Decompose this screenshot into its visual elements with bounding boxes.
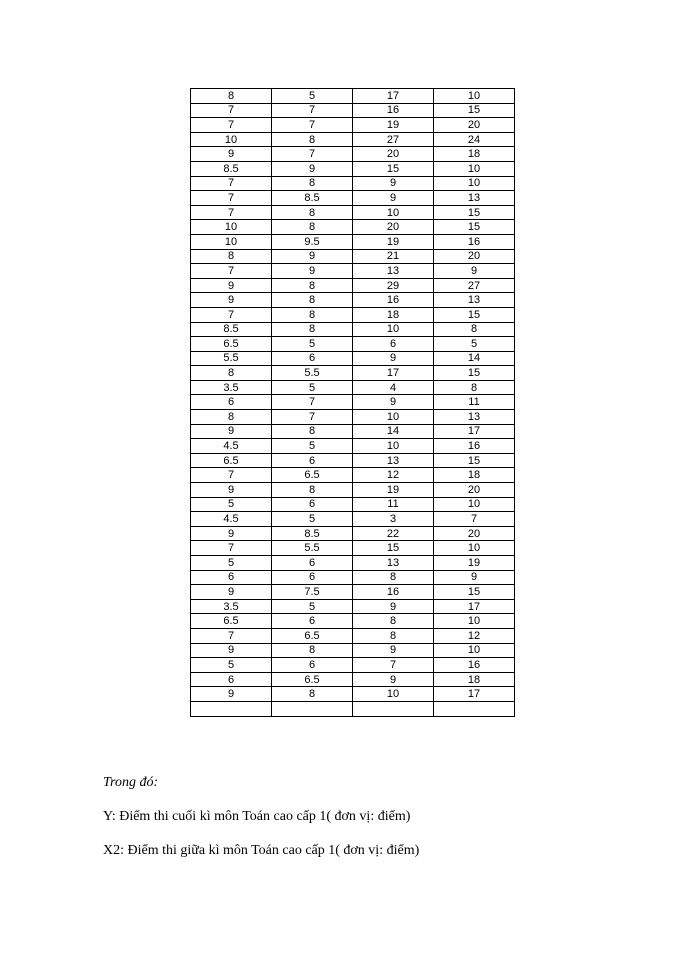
table-cell: 10: [191, 220, 272, 235]
table-cell: 8.5: [272, 526, 353, 541]
table-row: [191, 643, 515, 658]
table-cell: 7: [191, 468, 272, 483]
table-cell: 9: [353, 599, 434, 614]
table-cell: 9.5: [272, 234, 353, 249]
table-cell: [353, 701, 434, 716]
table-cell: 8: [434, 380, 515, 395]
table-cell: 7: [191, 541, 272, 556]
table-cell: 13: [434, 293, 515, 308]
table-cell: 6: [191, 395, 272, 410]
table-cell: 15: [434, 103, 515, 118]
table-cell: 10: [434, 643, 515, 658]
table-cell: 17: [353, 89, 434, 104]
table-cell: 7: [272, 395, 353, 410]
table-cell: 16: [353, 103, 434, 118]
definition-y: Y: Điểm thi cuối kì môn Toán cao cấp 1( đơn vị: điểm): [103, 809, 411, 824]
table-cell: 9: [434, 570, 515, 585]
table-row: [191, 526, 515, 541]
table-row: [191, 322, 515, 337]
table-row: [191, 497, 515, 512]
table-cell: 15: [434, 453, 515, 468]
table-row: [191, 628, 515, 643]
table-cell: 8.5: [191, 161, 272, 176]
score-data-table: [190, 88, 515, 717]
table-cell: 4: [353, 380, 434, 395]
table-cell: 8: [434, 322, 515, 337]
table-cell: 9: [272, 249, 353, 264]
table-cell: 8: [272, 643, 353, 658]
table-row: [191, 556, 515, 571]
table-cell: 16: [434, 658, 515, 673]
table-cell: 3: [353, 512, 434, 527]
table-row: [191, 366, 515, 381]
table-cell: 7: [272, 103, 353, 118]
table-cell: 5: [272, 380, 353, 395]
table-cell: 5.5: [191, 351, 272, 366]
table-cell: 9: [191, 424, 272, 439]
table-cell: 18: [434, 147, 515, 162]
table-cell: 9: [353, 191, 434, 206]
table-cell: 18: [434, 672, 515, 687]
table-cell: 24: [434, 132, 515, 147]
table-cell: 7: [434, 512, 515, 527]
table-cell: 9: [353, 351, 434, 366]
table-cell: 8: [272, 132, 353, 147]
table-cell: 8: [272, 322, 353, 337]
table-cell: 10: [434, 614, 515, 629]
table-cell: 6: [272, 614, 353, 629]
table-row: [191, 264, 515, 279]
table-cell: 6: [272, 570, 353, 585]
table-cell: 9: [191, 293, 272, 308]
table-cell: 9: [191, 643, 272, 658]
table-cell: 9: [353, 672, 434, 687]
table-row: [191, 249, 515, 264]
table-row: [191, 424, 515, 439]
table-cell: 13: [353, 453, 434, 468]
table-cell: 7: [272, 118, 353, 133]
table-cell: 6: [272, 351, 353, 366]
table-cell: 19: [434, 556, 515, 571]
table-cell: 9: [191, 147, 272, 162]
table-row: [191, 410, 515, 425]
table-cell: 7: [191, 176, 272, 191]
table-cell: 9: [353, 176, 434, 191]
table-cell: 20: [434, 526, 515, 541]
table-cell: 15: [353, 161, 434, 176]
table-cell: 7: [272, 147, 353, 162]
table-cell: 9: [272, 264, 353, 279]
table-cell: 17: [434, 599, 515, 614]
table-cell: 27: [353, 132, 434, 147]
table-cell: 8: [191, 89, 272, 104]
table-cell: 10: [434, 161, 515, 176]
table-cell: 20: [434, 249, 515, 264]
table-cell: 17: [353, 366, 434, 381]
table-row: [191, 658, 515, 673]
table-cell: 9: [353, 395, 434, 410]
table-row: [191, 118, 515, 133]
table-row: [191, 103, 515, 118]
table-cell: 10: [434, 541, 515, 556]
table-row: [191, 220, 515, 235]
table-cell: 8: [191, 410, 272, 425]
table-row: [191, 89, 515, 104]
table-cell: 21: [353, 249, 434, 264]
table-cell: 5: [191, 497, 272, 512]
table-cell: 8: [272, 220, 353, 235]
table-cell: 29: [353, 278, 434, 293]
table-cell: 5: [272, 89, 353, 104]
table-cell: 8: [272, 307, 353, 322]
table-cell: 14: [353, 424, 434, 439]
table-cell: 16: [434, 439, 515, 454]
table-row: [191, 191, 515, 206]
table-row: [191, 337, 515, 352]
table-cell: 4.5: [191, 439, 272, 454]
table-cell: 8: [272, 483, 353, 498]
table-cell: 6: [272, 556, 353, 571]
table-cell: 7.5: [272, 585, 353, 600]
table-row: [191, 234, 515, 249]
table-cell: 10: [353, 687, 434, 702]
table-cell: 8: [272, 687, 353, 702]
table-row: [191, 468, 515, 483]
notes-section: [103, 774, 419, 876]
table-cell: 16: [353, 585, 434, 600]
table-cell: 18: [434, 468, 515, 483]
table-cell: 6: [191, 672, 272, 687]
table-cell: 6.5: [272, 672, 353, 687]
table-cell: 10: [434, 89, 515, 104]
table-cell: 7: [191, 307, 272, 322]
table-cell: 20: [434, 118, 515, 133]
table-cell: 7: [191, 118, 272, 133]
table-cell: 12: [353, 468, 434, 483]
table-cell: 8: [191, 366, 272, 381]
table-row: [191, 701, 515, 716]
table-cell: 8.5: [272, 191, 353, 206]
table-cell: 7: [191, 103, 272, 118]
table-cell: 8: [272, 424, 353, 439]
table-cell: 15: [434, 307, 515, 322]
table-row: [191, 176, 515, 191]
table-cell: [191, 701, 272, 716]
table-cell: 10: [353, 410, 434, 425]
table-cell: 10: [353, 439, 434, 454]
table-row: [191, 585, 515, 600]
table-row: [191, 483, 515, 498]
table-cell: 13: [434, 410, 515, 425]
table-cell: [272, 701, 353, 716]
table-row: [191, 614, 515, 629]
table-row: [191, 439, 515, 454]
table-row: [191, 147, 515, 162]
table-cell: 5: [434, 337, 515, 352]
table-cell: 7: [353, 658, 434, 673]
table-cell: 5: [272, 337, 353, 352]
table-cell: 5: [191, 556, 272, 571]
table-cell: 10: [434, 497, 515, 512]
table-cell: 5: [191, 658, 272, 673]
table-cell: 22: [353, 526, 434, 541]
table-row: [191, 687, 515, 702]
table-row: [191, 293, 515, 308]
table-cell: 19: [353, 234, 434, 249]
table-cell: 10: [353, 322, 434, 337]
table-row: [191, 307, 515, 322]
table-cell: 14: [434, 351, 515, 366]
table-cell: 19: [353, 483, 434, 498]
table-cell: 7: [191, 205, 272, 220]
table-cell: 13: [434, 191, 515, 206]
table-row: [191, 132, 515, 147]
table-cell: 5: [272, 439, 353, 454]
table-cell: 19: [353, 118, 434, 133]
table-body: [191, 89, 515, 717]
table-cell: 13: [353, 556, 434, 571]
table-cell: 17: [434, 424, 515, 439]
table-cell: 10: [434, 176, 515, 191]
table-row: [191, 453, 515, 468]
table-cell: 9: [434, 264, 515, 279]
table-cell: 10: [191, 132, 272, 147]
table-cell: 7: [191, 628, 272, 643]
table-row: [191, 205, 515, 220]
table-row: [191, 672, 515, 687]
table-cell: 7: [272, 410, 353, 425]
table-cell: 5.5: [272, 366, 353, 381]
table-cell: 7: [191, 264, 272, 279]
table-cell: 9: [191, 526, 272, 541]
table-cell: 16: [353, 293, 434, 308]
table-cell: 6: [353, 337, 434, 352]
table-cell: 6.5: [191, 337, 272, 352]
table-cell: 4.5: [191, 512, 272, 527]
table-cell: 6.5: [272, 468, 353, 483]
table-row: [191, 570, 515, 585]
table-cell: 5.5: [272, 541, 353, 556]
table-row: [191, 161, 515, 176]
table-cell: 15: [434, 205, 515, 220]
table-cell: 27: [434, 278, 515, 293]
table-cell: 6: [191, 570, 272, 585]
table-cell: 13: [353, 264, 434, 279]
table-cell: 20: [353, 147, 434, 162]
table-cell: 6: [272, 658, 353, 673]
table-cell: 6.5: [191, 614, 272, 629]
table-cell: 8: [353, 614, 434, 629]
table-cell: 15: [434, 585, 515, 600]
table-cell: 8: [191, 249, 272, 264]
table-cell: 10: [353, 205, 434, 220]
notes-intro: Trong đó:: [103, 775, 159, 790]
table-cell: 8: [272, 176, 353, 191]
table-row: [191, 380, 515, 395]
table-cell: 11: [353, 497, 434, 512]
table-cell: 5: [272, 599, 353, 614]
table-cell: 16: [434, 234, 515, 249]
table-cell: 3.5: [191, 599, 272, 614]
table-cell: 6: [272, 497, 353, 512]
table-cell: 12: [434, 628, 515, 643]
table-cell: 3.5: [191, 380, 272, 395]
table-cell: 20: [353, 220, 434, 235]
table-cell: 18: [353, 307, 434, 322]
table-cell: [434, 701, 515, 716]
table-cell: 17: [434, 687, 515, 702]
table-row: [191, 512, 515, 527]
table-row: [191, 395, 515, 410]
table-cell: 9: [191, 278, 272, 293]
table-row: [191, 541, 515, 556]
table-cell: 10: [191, 234, 272, 249]
table-cell: 9: [191, 483, 272, 498]
table-cell: 15: [434, 220, 515, 235]
table-cell: 9: [191, 687, 272, 702]
table-cell: 9: [191, 585, 272, 600]
table-row: [191, 278, 515, 293]
table-cell: 8: [272, 278, 353, 293]
table-cell: 6.5: [272, 628, 353, 643]
table-cell: 15: [434, 366, 515, 381]
table-cell: 15: [353, 541, 434, 556]
table-row: [191, 599, 515, 614]
table-cell: 9: [272, 161, 353, 176]
table-row: [191, 351, 515, 366]
table-cell: 8: [272, 205, 353, 220]
definition-x2: X2: Điểm thi giữa kì môn Toán cao cấp 1( đơn vị: điểm): [103, 843, 420, 858]
table-cell: 20: [434, 483, 515, 498]
table-cell: 6: [272, 453, 353, 468]
table-cell: 6.5: [191, 453, 272, 468]
table-cell: 11: [434, 395, 515, 410]
table-cell: 8: [272, 293, 353, 308]
table-cell: 7: [191, 191, 272, 206]
table-cell: 8: [353, 628, 434, 643]
table-cell: 8: [353, 570, 434, 585]
table-cell: 9: [353, 643, 434, 658]
table-cell: 8.5: [191, 322, 272, 337]
table-cell: 5: [272, 512, 353, 527]
